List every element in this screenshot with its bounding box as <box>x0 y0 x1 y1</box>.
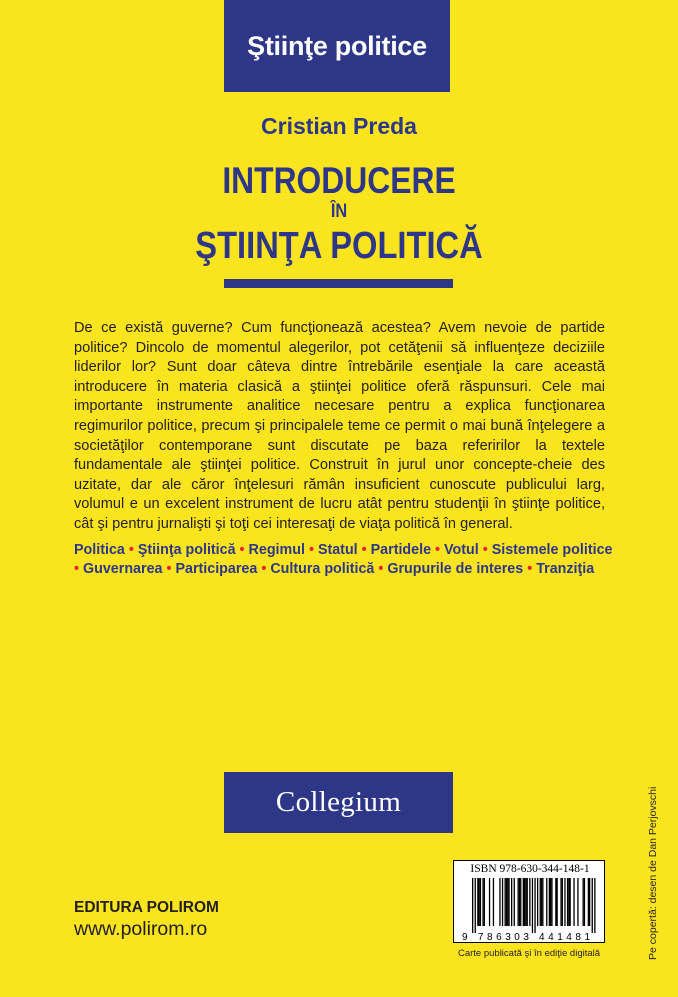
barcode-digit: 7 <box>477 932 484 942</box>
publisher-website: www.polirom.ro <box>74 918 208 940</box>
barcode-bar <box>520 878 521 926</box>
barcode-bar <box>564 878 565 926</box>
barcode-bar <box>524 878 525 926</box>
barcode-bar <box>506 878 507 926</box>
keyword-separator: • <box>435 542 441 558</box>
keyword-separator: • <box>239 542 245 558</box>
keyword-item: Tranziţia <box>536 561 595 578</box>
author-name: Cristian Preda <box>261 113 417 139</box>
collection-logo <box>224 772 453 833</box>
barcode-bar <box>493 878 494 926</box>
barcode-bar <box>570 878 571 926</box>
collection-name: Collegium <box>275 786 402 818</box>
keyword-separator: • <box>378 561 384 578</box>
barcode-bar <box>550 878 551 926</box>
barcode-bar <box>507 878 508 926</box>
barcode-bar <box>567 878 568 926</box>
barcode-bar <box>472 878 473 933</box>
keyword-separator: • <box>74 561 80 578</box>
barcode-bar <box>505 878 506 926</box>
keyword-separator: • <box>308 542 314 558</box>
keyword-item: Cultura politică <box>270 561 375 578</box>
barcode-digit: 4 <box>539 932 545 942</box>
barcode-bar <box>523 878 524 926</box>
keyword-separator: • <box>166 561 172 578</box>
series-label: Ştiinţe politice <box>247 30 427 61</box>
barcode-bar <box>479 878 480 926</box>
keyword-item: Votul <box>444 542 479 558</box>
isbn-barcode <box>453 860 605 943</box>
barcode-digit: 9 <box>462 932 468 942</box>
barcode-digit: 6 <box>496 932 502 942</box>
barcode-bar <box>551 878 552 926</box>
barcode-bar <box>594 878 595 933</box>
title-underline-bar <box>224 279 453 288</box>
barcode-bar <box>573 878 574 926</box>
keyword-item: Ştiinţa politică <box>137 542 236 558</box>
barcode-digit: 4 <box>548 932 554 942</box>
series-banner <box>224 0 450 92</box>
digital-edition-note: Carte publicată şi în ediţie digitală <box>457 948 601 959</box>
keyword-item: Politica <box>74 542 125 558</box>
barcode-bar <box>477 878 478 926</box>
book-title-line-1: INTRODUCERE <box>222 160 456 201</box>
barcode-bar <box>540 878 541 926</box>
barcode-bar <box>519 878 520 926</box>
barcode-bar <box>588 878 589 926</box>
keyword-separator: • <box>261 561 267 578</box>
barcode-bar <box>499 878 500 926</box>
keyword-separator: • <box>128 542 134 558</box>
barcode-bar <box>475 878 476 933</box>
keyword-separator: • <box>482 542 488 558</box>
barcode-bar <box>568 878 569 926</box>
barcode-digit: 1 <box>557 932 563 942</box>
keyword-item: Sistemele politice <box>491 542 613 558</box>
barcode-bar <box>502 878 503 926</box>
publisher-name: EDITURA POLIROM <box>74 899 219 916</box>
keyword-item: Guvernarea <box>83 561 163 578</box>
barcode-graphic <box>460 878 600 942</box>
keyword-item: Statul <box>317 542 358 558</box>
barcode-bar <box>484 878 485 926</box>
keyword-item: Regimul <box>248 542 305 558</box>
keyword-item: Partidele <box>370 542 432 558</box>
barcode-digit: 8 <box>575 932 581 942</box>
barcode-bar <box>529 878 530 926</box>
barcode-digit: 4 <box>566 932 572 942</box>
barcode-bar <box>534 878 535 933</box>
barcode-bar <box>577 878 578 926</box>
barcode-bar <box>532 878 533 933</box>
barcode-bar <box>480 878 481 926</box>
barcode-bar <box>557 878 558 926</box>
book-description: De ce există guverne? Cum funcţionează acestea? Avem nevoie de partide politice? Dincolo de momentul alegerilor, pot cetăţenii să influenţeze deciziile liderilor lor? Sunt doar câteva dintre întrebările esenţiale la care această introducere în materia clasică a ştiinţei politice oferă răspunsuri. Cele mai importante instrumente analitice necesare pentru a explica funcţionarea regimurilor politice, precum şi principalele teme ce permit o mai bună înţelegere a societăţilor contemporane sunt discutate pe baza referirilor la textele fundamentale ale ştiinţei politice. Construit în jurul unor concepte-cheie des uzitate, dar ale căror înţelesuri rămân insuficient cunoscute publicului larg, volumul e un excelent instrument de lucru atât pentru studenţii în ştiinţe politice, cât şi pentru jurnalişti şi toţi cei interesaţi de viaţa politică în general. <box>74 320 605 532</box>
barcode-bar <box>549 878 550 926</box>
barcode-digit: 8 <box>487 932 493 942</box>
book-title-line-2: ÎN <box>330 201 348 222</box>
barcode-bar <box>583 878 584 926</box>
barcode-bar <box>514 878 515 926</box>
keyword-item: Grupurile de interes <box>387 561 524 578</box>
cover-credit: Pe copertă: desen de Dan Perjovschi <box>647 786 659 960</box>
barcode-digit: 1 <box>584 932 591 942</box>
keyword-item: Participarea <box>175 561 258 578</box>
barcode-bar <box>555 878 556 926</box>
barcode-digit: 3 <box>523 932 529 942</box>
barcode-bar <box>527 878 528 926</box>
barcode-bar <box>482 878 483 926</box>
barcode-bar <box>508 878 509 926</box>
barcode-digit: 0 <box>514 932 520 942</box>
barcode-bar <box>525 878 526 926</box>
barcode-bar <box>511 878 512 926</box>
keyword-separator: • <box>527 561 533 578</box>
barcode-bar <box>542 878 543 926</box>
barcode-bar <box>589 878 590 926</box>
barcode-bar <box>562 878 563 926</box>
barcode-bar <box>584 878 585 926</box>
barcode-bar <box>537 878 538 926</box>
book-title-line-3: ŞTIINŢA POLITICĂ <box>195 225 483 267</box>
barcode-bar <box>541 878 542 926</box>
barcode-bar <box>546 878 547 926</box>
keyword-separator: • <box>361 542 367 558</box>
barcode-bar <box>489 878 490 926</box>
isbn-label: ISBN 978-630-344-148-1 <box>470 863 590 875</box>
barcode-bar <box>560 878 561 926</box>
barcode-bar <box>592 878 593 933</box>
barcode-bar <box>518 878 519 926</box>
keyword-list <box>74 541 614 580</box>
barcode-digit: 3 <box>505 932 511 942</box>
